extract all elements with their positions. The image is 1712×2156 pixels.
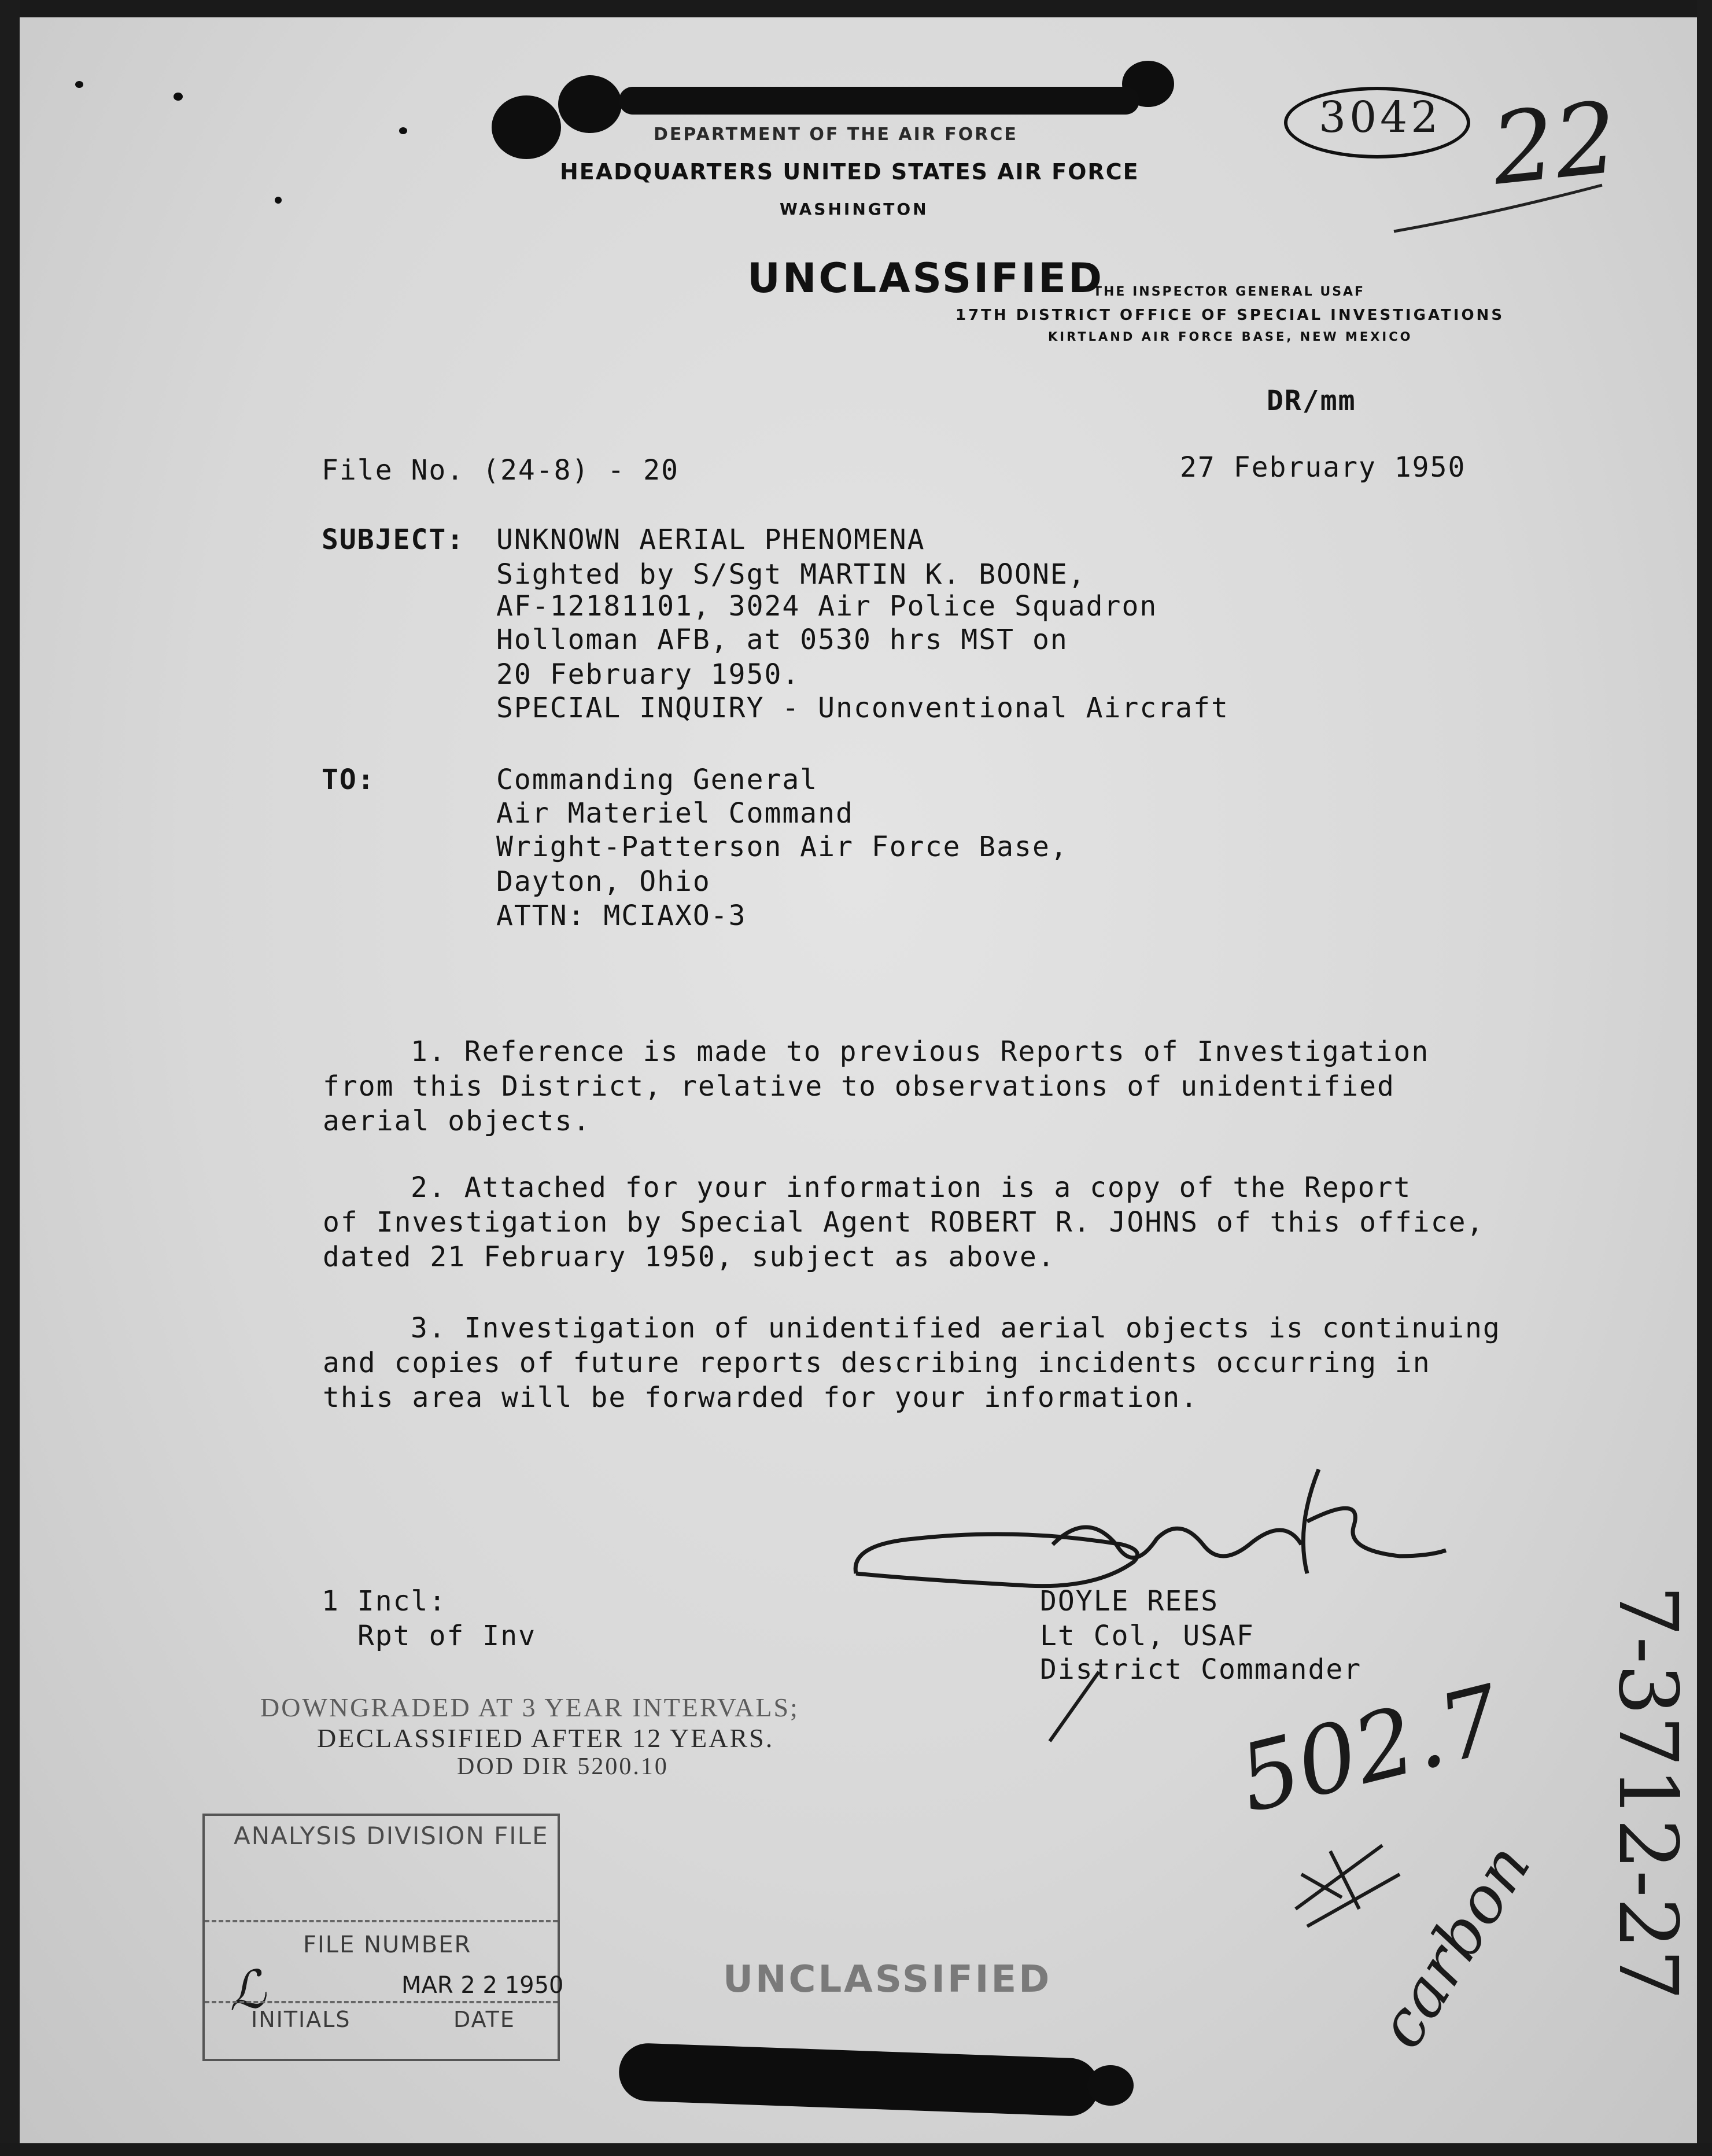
signer-rank: Lt Col, USAF	[1040, 1620, 1255, 1652]
pen-stroke	[1041, 1666, 1110, 1747]
letterhead-headquarters: HEADQUARTERS UNITED STATES AIR FORCE	[560, 159, 1139, 185]
subject-label: SUBJECT:	[322, 524, 465, 556]
stamp-divider	[205, 1920, 558, 1922]
stamp-initials-scrawl: ℒ	[224, 1958, 269, 2024]
stamp-date-value: MAR 2 2 1950	[401, 1972, 564, 1999]
to-line: Dayton, Ohio	[496, 865, 711, 898]
stray-mark	[275, 197, 282, 204]
paragraph-3-line: 3. Investigation of unidentified aerial objects is continuing	[411, 1312, 1501, 1344]
subject-line: Sighted by S/Sgt MARTIN K. BOONE,	[496, 558, 1086, 591]
scan-border-top	[0, 0, 1712, 17]
subject-line: Holloman AFB, at 0530 hrs MST on	[496, 624, 1068, 656]
paragraph-2-line: dated 21 February 1950, subject as above.	[323, 1241, 1056, 1273]
ink-blot	[492, 95, 561, 159]
redaction-bar	[618, 2043, 1100, 2117]
paragraph-1-line: from this District, relative to observations of unidentified	[323, 1070, 1395, 1103]
subject-line: 20 February 1950.	[496, 658, 800, 691]
handwritten-carbon-note: carbon	[1363, 1831, 1545, 2061]
handwritten-file-code: 502.7	[1228, 1664, 1512, 1834]
paragraph-3-line: this area will be forwarded for your information.	[323, 1381, 1199, 1414]
crossed-out-mark	[1290, 1840, 1405, 1955]
reference-initials: DR/mm	[1267, 385, 1356, 417]
to-label: TO:	[322, 764, 375, 796]
subject-line: AF-12181101, 3024 Air Police Squadron	[496, 590, 1158, 622]
scan-border-left	[0, 0, 20, 2156]
ink-blot	[558, 75, 622, 133]
side-handwritten-number: 7-3712-27	[1600, 1585, 1695, 2001]
office-line2: 17TH DISTRICT OFFICE OF SPECIAL INVESTIGATIONS	[955, 307, 1505, 324]
paragraph-2-line: of Investigation by Special Agent ROBERT R. JOHNS of this office,	[323, 1206, 1485, 1239]
signer-title: District Commander	[1040, 1653, 1362, 1686]
file-stamp-number: 3042	[1319, 93, 1442, 142]
paragraph-2-line: 2. Attached for your information is a copy of the Report	[411, 1171, 1412, 1204]
stamp-title: ANALYSIS DIVISION FILE	[234, 1822, 549, 1850]
enclosure-line: Rpt of Inv	[357, 1620, 536, 1652]
paragraph-1-line: 1. Reference is made to previous Reports of Investigation	[411, 1035, 1430, 1068]
letterhead-city: WASHINGTON	[780, 200, 929, 219]
handwritten-page-number: 22	[1486, 80, 1624, 208]
downgrade-line: DECLASSIFIED AFTER 12 YEARS.	[317, 1723, 774, 1753]
to-line: Commanding General	[496, 764, 818, 796]
signer-name: DOYLE REES	[1040, 1585, 1219, 1617]
file-number: File No. (24-8) - 20	[322, 454, 679, 487]
subject-line: UNKNOWN AERIAL PHENOMENA	[496, 524, 925, 556]
to-line: Air Materiel Command	[496, 797, 854, 830]
scan-border-right	[1697, 0, 1712, 2156]
classification-top: UNCLASSIFIED	[747, 255, 1105, 302]
enclosure-line: 1 Incl:	[322, 1585, 447, 1617]
analysis-file-stamp	[202, 1814, 564, 2061]
redaction-bar	[619, 87, 1139, 115]
to-line: Wright-Patterson Air Force Base,	[496, 831, 1068, 863]
letterhead-department: DEPARTMENT OF THE AIR FORCE	[654, 124, 1018, 145]
ink-blot	[1087, 2065, 1134, 2106]
stamp-divider	[205, 2001, 558, 2003]
letter-date: 27 February 1950	[1180, 451, 1466, 484]
classification-bottom: UNCLASSIFIED	[723, 1958, 1052, 2001]
stray-mark	[75, 81, 83, 88]
pen-stroke	[1388, 174, 1608, 243]
stamp-file-number-label: FILE NUMBER	[303, 1932, 472, 1958]
stamp-date-label: DATE	[453, 2007, 515, 2032]
to-line: ATTN: MCIAXO-3	[496, 900, 747, 932]
downgrade-line: DOD DIR 5200.10	[457, 1753, 669, 1780]
office-line1: THE INSPECTOR GENERAL USAF	[1093, 285, 1366, 299]
scan-border-bottom	[0, 2143, 1712, 2156]
downgrade-line: DOWNGRADED AT 3 YEAR INTERVALS;	[260, 1693, 799, 1722]
stray-mark	[399, 127, 407, 134]
office-line3: KIRTLAND AIR FORCE BASE, NEW MEXICO	[1048, 330, 1413, 344]
paragraph-1-line: aerial objects.	[323, 1105, 591, 1137]
stamp-initials-label: INITIALS	[251, 2007, 351, 2032]
subject-line: SPECIAL INQUIRY - Unconventional Aircraft	[496, 692, 1229, 724]
paragraph-3-line: and copies of future reports describing incidents occurring in	[323, 1347, 1431, 1379]
stray-mark	[174, 93, 183, 101]
